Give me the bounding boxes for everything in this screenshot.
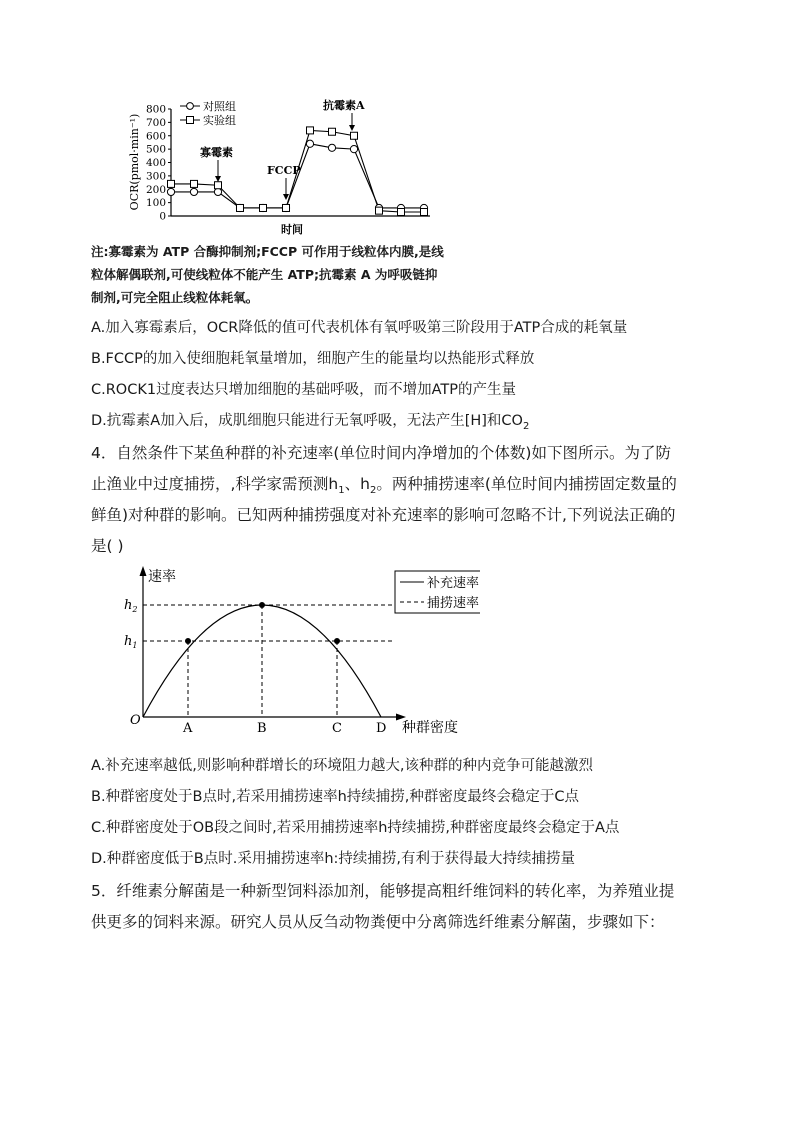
experiment-data-point bbox=[191, 180, 198, 187]
q3-option-d-text: D.抗霉素A加入后，成肌细胞只能进行无氧呼吸，无法产生[H]和CO bbox=[91, 413, 523, 429]
x-label-d: D bbox=[376, 721, 387, 736]
ocr-y-tick-label: 400 bbox=[145, 157, 166, 169]
control-data-point bbox=[350, 146, 357, 153]
experiment-data-point bbox=[260, 204, 267, 211]
legend-control-marker bbox=[187, 103, 194, 110]
q3-option-d bbox=[91, 409, 529, 432]
ocr-y-tick-label: 500 bbox=[145, 143, 166, 156]
ocr-y-tick-label: 800 bbox=[145, 103, 166, 116]
h2-label-sub: 2 bbox=[132, 605, 138, 614]
legend-fishing-label: 捕捞速率 bbox=[427, 596, 480, 611]
ocr-y-axis-label: OCR(pmol·min⁻¹) bbox=[128, 113, 141, 211]
ocr-y-tick-label: 600 bbox=[145, 130, 166, 143]
note-line-1: 注:寡霉素为 ATP 合酶抑制剂;FCCP 可作用于线粒体内膜,是线 bbox=[91, 244, 444, 259]
legend-experiment-label: 实验组 bbox=[203, 114, 236, 127]
q4-line-4: 是( ) bbox=[91, 537, 124, 555]
note-line-2: 粒体解偶联剂,可使线粒体不能产生 ATP;抗霉素 A 为呼吸链抑 bbox=[91, 267, 438, 282]
q3-option-b: B.FCCP的加入使细胞耗氧量增加，细胞产生的能量均以热能形式释放 bbox=[91, 351, 535, 367]
q3-option-d-sub: 2 bbox=[522, 420, 530, 432]
note-line-3: 制剂,可完全阻止线粒体耗氧。 bbox=[91, 290, 259, 305]
x-label-b: B bbox=[257, 721, 267, 736]
experiment-data-point bbox=[398, 208, 405, 215]
h1-label-h: h bbox=[124, 634, 133, 649]
experiment-data-point bbox=[376, 207, 383, 214]
ocr-y-tick-label: 300 bbox=[145, 170, 166, 183]
q5-line-2: 供更多的饲料来源。研究人员从反刍动物粪便中分离筛选纤维素分解菌，步骤如下： bbox=[91, 913, 665, 931]
experiment-data-point bbox=[237, 204, 244, 211]
q4-line-2-c: 。两种捕捞速率(单位时间内捕捞固定数量的 bbox=[376, 475, 677, 493]
h1-label bbox=[124, 634, 137, 650]
q3-option-c: C.ROCK1过度表达只增加细胞的基础呼吸，而不增加ATP的产生量 bbox=[91, 382, 516, 398]
ocr-legend bbox=[180, 99, 236, 127]
ocr-x-axis-label: 时间 bbox=[281, 223, 303, 236]
antimycin-label: 抗霉素A bbox=[323, 99, 365, 112]
experiment-data-point bbox=[351, 132, 358, 139]
q4-option-b: B.种群密度处于B点时,若采用捕捞速率h持续捕捞,种群密度最终会稳定于C点 bbox=[91, 789, 580, 805]
q3-option-a: A.加入寡霉素后，OCR降低的值可代表机体有氧呼吸第三阶段用于ATP合成的耗氧量 bbox=[91, 320, 628, 336]
q4-option-c: C.种群密度处于OB段之间时,若采用捕捞速率h持续捕捞,种群密度最终会稳定于A点 bbox=[91, 820, 620, 836]
ocr-y-tick-label: 700 bbox=[145, 116, 166, 129]
experiment-data-point bbox=[329, 128, 336, 135]
x-label-a: A bbox=[183, 721, 193, 736]
experiment-data-point bbox=[307, 127, 314, 134]
experiment-data-point bbox=[168, 180, 175, 187]
ocr-y-tick-label: 100 bbox=[145, 197, 166, 210]
point-b bbox=[259, 602, 265, 608]
q4-line-2 bbox=[91, 472, 677, 496]
h1-label-sub: 1 bbox=[132, 641, 138, 650]
q4-line-1: 4．自然条件下某鱼种群的补充速率(单位时间内净增加的个体数)如下图所示。为了防 bbox=[91, 444, 671, 462]
control-data-point bbox=[328, 144, 335, 151]
control-data-point bbox=[306, 140, 313, 147]
q4-line-3: 鲜鱼)对种群的影响。已知两种捕捞强度对补充速率的影响可忽略不计,下列说法正确的 bbox=[91, 506, 676, 524]
legend-experiment-marker bbox=[187, 117, 194, 124]
ocr-y-tick-label: 0 bbox=[159, 210, 166, 223]
pop-y-axis-label: 速率 bbox=[148, 569, 176, 585]
h2-label-h: h bbox=[124, 598, 133, 613]
fccp-label: FCCP bbox=[267, 164, 301, 177]
ocr-chart bbox=[120, 92, 460, 240]
q4-line-2-b: 、h bbox=[344, 475, 370, 493]
q4-line-2-sub2: 2 bbox=[369, 485, 377, 497]
q4-option-d: D.种群密度低于B点时.采用捕捞速率h:持续捕捞,有利于获得最大持续捕捞量 bbox=[91, 851, 576, 867]
oligomycin-label: 寡霉素 bbox=[200, 146, 233, 159]
experiment-data-point bbox=[283, 204, 290, 211]
pop-x-axis-label: 种群密度 bbox=[402, 720, 458, 736]
q4-option-a: A.补充速率越低,则影响种群增长的环境阻力越大,该种群的种内竞争可能越激烈 bbox=[91, 758, 593, 774]
experiment-data-point bbox=[215, 182, 222, 189]
point-c bbox=[334, 638, 340, 644]
ocr-y-tick-label: 200 bbox=[145, 183, 166, 196]
pop-origin-label: O bbox=[130, 713, 141, 728]
point-a bbox=[185, 638, 191, 644]
q4-line-2-a: 止渔业中过度捕捞，,科学家需预测h bbox=[91, 475, 339, 493]
h2-label bbox=[124, 598, 137, 614]
control-data-point bbox=[214, 188, 221, 195]
experiment-data-point bbox=[421, 208, 428, 215]
control-data-point bbox=[190, 188, 197, 195]
q4-line-2-sub1: 1 bbox=[338, 485, 345, 497]
legend-control-label: 对照组 bbox=[203, 100, 236, 113]
population-chart bbox=[110, 562, 480, 742]
legend-supplement-label: 补充速率 bbox=[427, 576, 480, 591]
q5-line-1: 5．纤维素分解菌是一种新型饲料添加剂，能够提高粗纤维饲料的转化率，为养殖业提 bbox=[91, 882, 675, 900]
x-label-c: C bbox=[332, 721, 342, 736]
control-data-point bbox=[167, 188, 174, 195]
